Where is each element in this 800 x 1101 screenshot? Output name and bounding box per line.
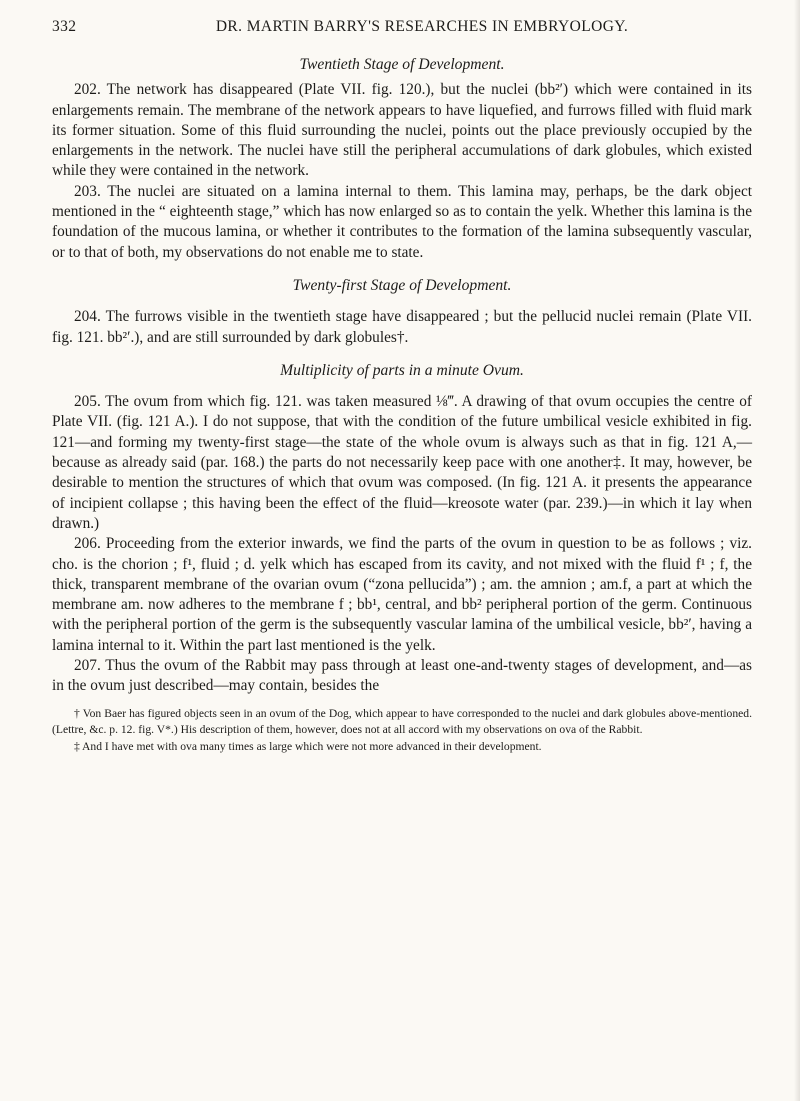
section-heading-twenty-first-stage: Twenty-first Stage of Development. xyxy=(292,276,512,294)
running-title: DR. MARTIN BARRY'S RESEARCHES IN EMBRYOLOGY. xyxy=(215,18,629,35)
section-heading-twentieth-stage: Twentieth Stage of Development. xyxy=(299,56,505,73)
page-edge-shadow xyxy=(794,0,800,1101)
paragraph-203: 203. The nuclei are situated on a lamina internal to them. This lamina may, perhaps, be the dark object mentioned in the “ eighteenth stage,” which has now enlarged so as to contain the yelk. Whether this lamina is the foundation of the mucous lamina, or whether it contributes to the formation of the lamina subsequently vascular, or to that of both, my observations do not enable me to state. xyxy=(52,182,752,261)
page-body xyxy=(52,55,752,755)
paragraph-205: 205. The ovum from which fig. 121. was taken measured ⅛‴. A drawing of that ovum occupies the centre of Plate VII. (fig. 121 A.). I do not suppose, that with the condition of the future umbilical vesicle exhibited in fig. 121—and forming my twenty-first stage—the state of the whole ovum is always such as that in fig. 121 A,—because as already said (par. 168.) the parts do not necessarily keep pace with one another‡. It may, however, be desirable to mention the structures of which that ovum was composed. (In fig. 121 A. it presents the appearance of incipient collapse ; this having been the effect of the fluid—kreosote water (par. 239.)—in which it lay when drawn.) xyxy=(52,393,752,532)
footnote-dagger: † Von Baer has figured objects seen in an ovum of the Dog, which appear to have corresponded to the nuclei and dark globules above-mentioned. (Lettre, &c. p. 12. fig. V*.) His description of them, however, does not at all accord with my observations on ova of the Rabbit. xyxy=(52,706,752,737)
footnotes xyxy=(52,706,752,756)
footnote-double-dagger: ‡ And I have met with ova many times as large which were not more advanced in their development. xyxy=(74,739,542,753)
page-number: 332 xyxy=(52,18,77,35)
paragraph-206: 206. Proceeding from the exterior inwards, we find the parts of the ovum in question to be as follows ; viz. cho. is the chorion ; f¹, fluid ; d. yelk which has escaped from its cavity, and not mixed with the fluid f¹ ; f, the thick, transparent membrane of the ovarian ovum (“zona pellucida”) ; am. the amnion ; am.f, a part at which the membrane am. now adheres to the membrane f ; bb¹, central, and bb² peripheral portion of the germ. Continuous with the peripheral portion of the germ is the subsequently vascular lamina of the umbilical vesicle, bb²′, having a lamina internal to it. Within the part last mentioned is the yelk. xyxy=(52,535,752,654)
paragraph-202: 202. The network has disappeared (Plate VII. fig. 120.), but the nuclei (bb²′) which were contained in its enlargements remain. The membrane of the network appears to have liquefied, and furrows filled with fluid mark its former situation. Some of this fluid surrounding the nuclei, points out the place previously occupied by the enlargements in the network. The nuclei have still the peripheral accumulations of dark globules, which existed while they were contained in the network. xyxy=(52,81,752,180)
paragraph-204: 204. The furrows visible in the twentieth stage have disappeared ; but the pellucid nuclei remain (Plate VII. fig. 121. bb²′.), and are still surrounded by dark globules†. xyxy=(52,308,752,346)
paragraph-207: 207. Thus the ovum of the Rabbit may pass through at least one-and-twenty stages of development, and—as in the ovum just described—may contain, besides the xyxy=(52,657,752,695)
section-heading-multiplicity: Multiplicity of parts in a minute Ovum. xyxy=(280,361,524,379)
running-header xyxy=(52,18,752,44)
